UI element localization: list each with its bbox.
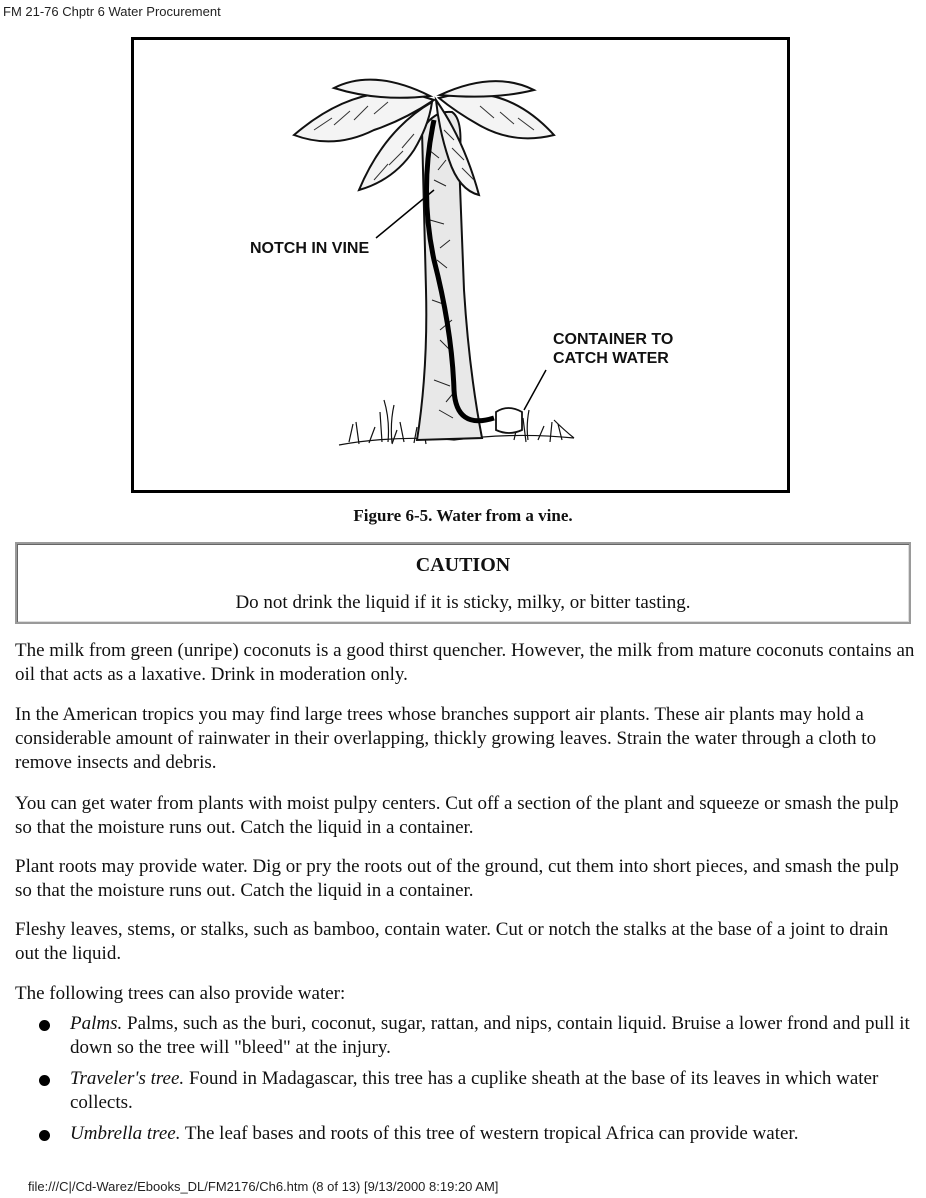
- callout-container: [553, 330, 673, 368]
- paragraph: The following trees can also provide water:: [15, 983, 346, 1004]
- figure-frame: [131, 37, 790, 493]
- tree-list: [15, 1012, 915, 1153]
- callout-notch-in-vine: NOTCH IN VINE: [250, 240, 370, 257]
- list-item: [15, 1122, 915, 1146]
- paragraph: In the American tropics you may find large trees whose branches support air plants. These air plants may hold a considerable amount of rainwater in their overlapping, thickly growing leaves. Strain the water through a cloth to remove insects and debris.: [15, 704, 877, 773]
- callout-container-line2: CATCH WATER: [553, 350, 669, 367]
- bullet-icon: [39, 1075, 50, 1086]
- tree-description: The leaf bases and roots of this tree of western tropical Africa can provide water.: [180, 1123, 799, 1144]
- tree-vine-illustration: [134, 40, 787, 490]
- document-header: FM 21-76 Chptr 6 Water Procurement: [3, 4, 221, 19]
- paragraph: Fleshy leaves, stems, or stalks, such as bamboo, contain water. Cut or notch the stalks at the base of a joint to drain out the liquid.: [15, 919, 889, 964]
- list-item: [15, 1012, 915, 1060]
- bullet-icon: [39, 1020, 50, 1031]
- tree-name: Traveler's tree.: [70, 1068, 185, 1089]
- container-leader-line: [524, 370, 546, 410]
- document-footer: file:///C|/Cd-Warez/Ebooks_DL/FM2176/Ch6.htm (8 of 13) [9/13/2000 8:19:20 AM]: [28, 1179, 499, 1194]
- container-icon: [496, 408, 522, 433]
- tree-description: Found in Madagascar, this tree has a cuplike sheath at the base of its leaves in which water collects.: [70, 1068, 879, 1113]
- tree-name: Umbrella tree.: [70, 1123, 181, 1144]
- tree-description: Palms, such as the buri, coconut, sugar, rattan, and nips, contain liquid. Bruise a lower frond and pull it down so the tree will "bleed" at the injury.: [70, 1013, 910, 1058]
- paragraph: The milk from green (unripe) coconuts is a good thirst quencher. However, the milk from mature coconuts contains an oil that acts as a laxative. Drink in moderation only.: [15, 640, 915, 685]
- list-item: [15, 1067, 915, 1115]
- caution-text: Do not drink the liquid if it is sticky, milky, or bitter tasting.: [235, 592, 691, 613]
- caution-box: [15, 542, 911, 624]
- paragraph: You can get water from plants with moist pulpy centers. Cut off a section of the plant and squeeze or smash the pulp so that the moisture runs out. Catch the liquid in a container.: [15, 793, 899, 838]
- caution-title: CAUTION: [415, 554, 511, 576]
- bullet-icon: [39, 1130, 50, 1141]
- paragraph: Plant roots may provide water. Dig or pry the roots out of the ground, cut them into short pieces, and smash the pulp so that the moisture runs out. Catch the liquid in a container.: [15, 856, 899, 901]
- callout-container-line1: CONTAINER TO: [553, 331, 674, 348]
- tree-name: Palms.: [70, 1013, 123, 1034]
- figure-caption: Figure 6-5. Water from a vine.: [353, 506, 573, 525]
